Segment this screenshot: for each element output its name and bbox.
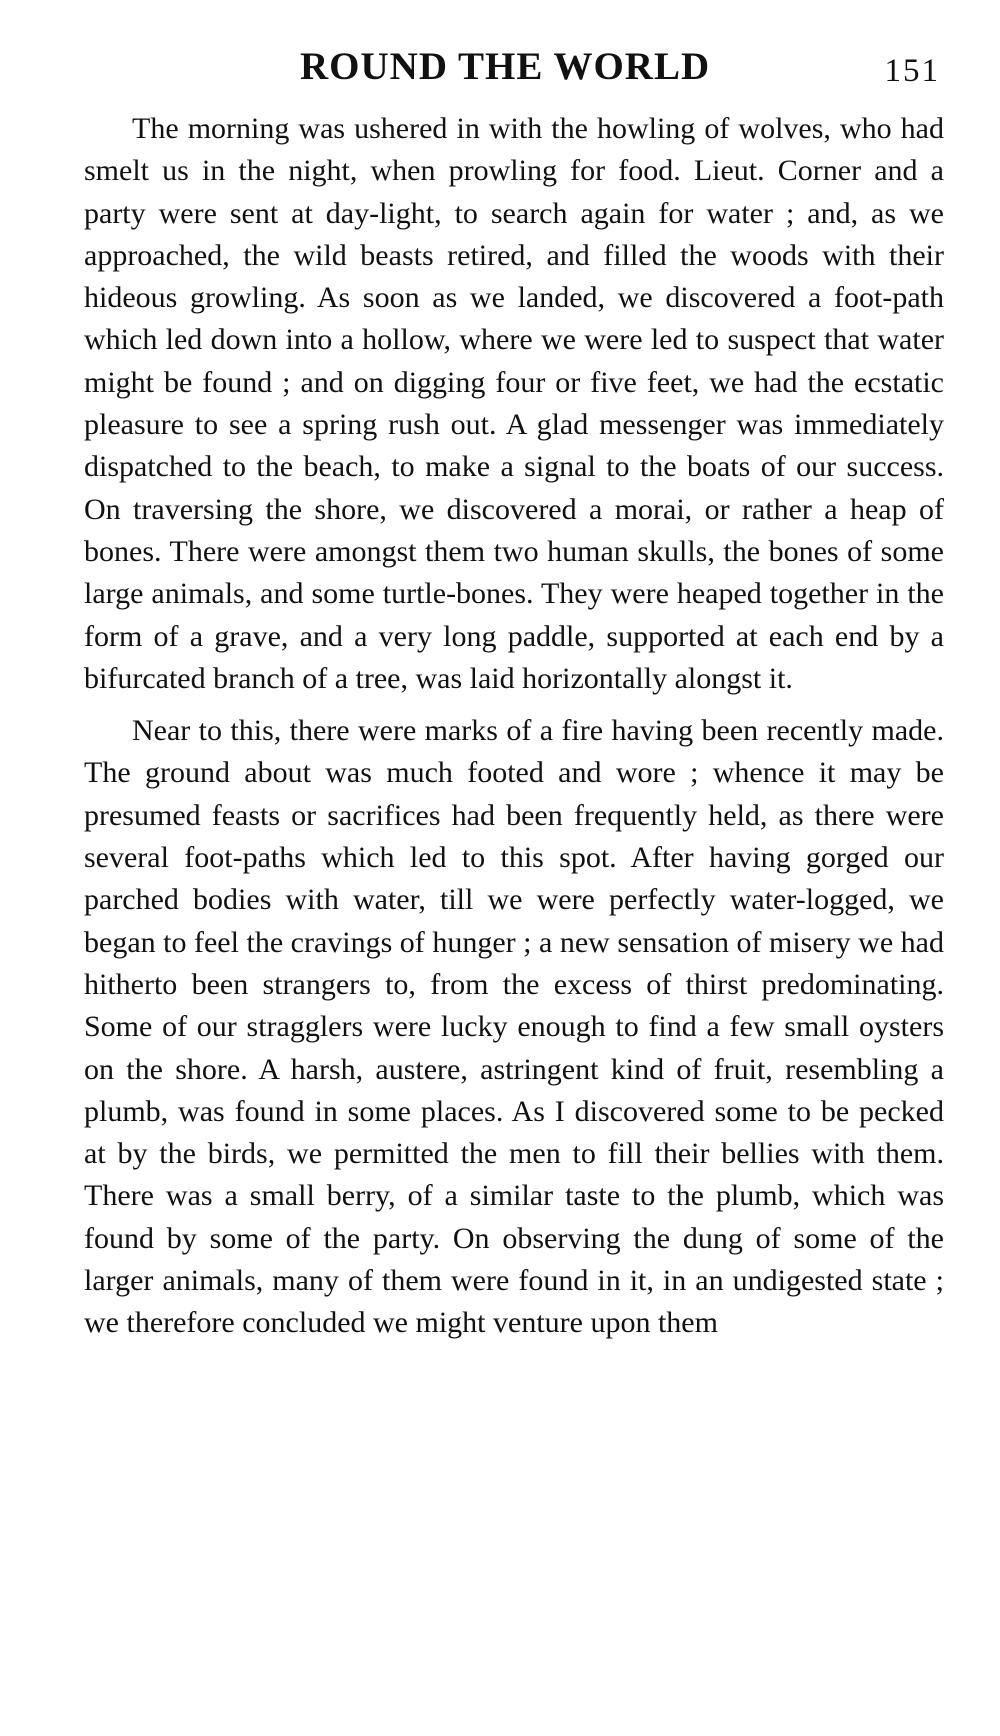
paragraph-2: Near to this, there were marks of a fire having been recently made. The ground about was much footed and wore ; whence it may be presumed feasts or sacrifices had been frequently held, as there were several foot-paths which led to this spot. After having gorged our parched bodies with water, till we were perfectly water-logged, we began to feel the cravings of hunger ; a new sensation of misery we had hitherto been strangers to, from the excess of thirst predominating. Some of our stragglers were lucky enough to find a few small oysters on the shore. A harsh, austere, astringent kind of fruit, resembling a plumb, was found in some places. As I discovered some to be pecked at by the birds, we permitted the men to fill their bellies with them. There was a small berry, of a similar taste to the plumb, which was found by some of the party. On observing the dung of some of the larger animals, many of them were found in it, in an undigested state ; we therefore concluded we might venture upon them	[84, 714, 944, 1340]
page-number: 151	[884, 53, 940, 89]
paragraph-1: The morning was ushered in with the howling of wolves, who had smelt us in the night, when prowling for food. Lieut. Corner and a party were sent at day-light, to search again for water ; and, as we approached, the wild beasts retired, and filled the woods with their hideous growling. As soon as we landed, we discovered a foot-path which led down into a hollow, where we were led to suspect that water might be found ; and on digging four or five feet, we had the ecstatic pleasure to see a spring rush out. A glad messenger was immediately dispatched to the beach, to make a signal to the boats of our success. On traversing the shore, we discovered a morai, or rather a heap of bones. There were amongst them two human skulls, the bones of some large animals, and some turtle-bones. They were heaped together in the form of a grave, and a very long paddle, supported at each end by a bifurcated branch of a tree, was laid horizontally alongst it.	[84, 112, 944, 695]
running-header	[80, 42, 940, 92]
running-title: ROUND THE WORLD	[300, 45, 711, 88]
body-text	[84, 108, 944, 1345]
